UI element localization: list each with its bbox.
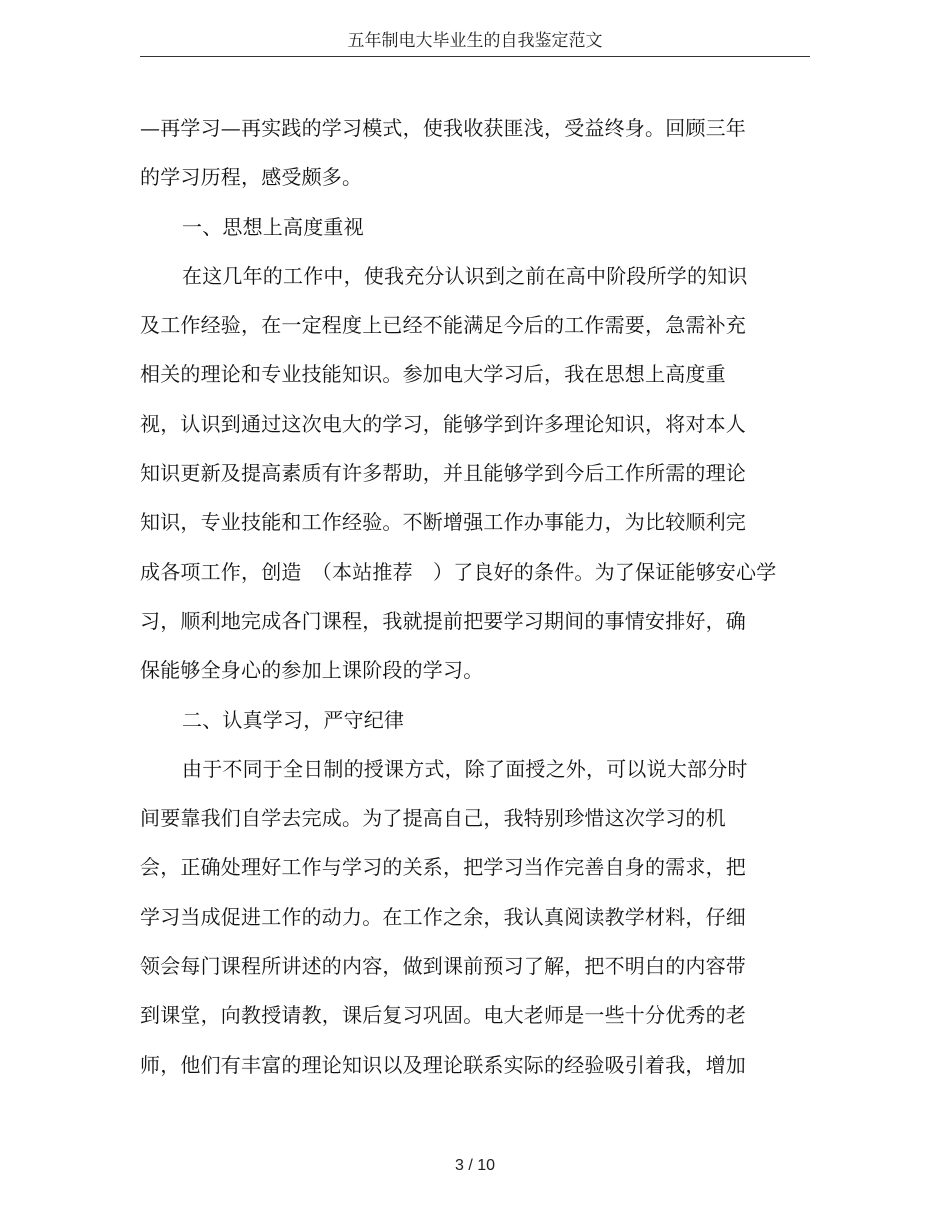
page-number: 3 / 10 [454, 1157, 496, 1174]
body-line: 师，他们有丰富的理论知识以及理论联系实际的经验吸引着我，增加 [140, 1052, 746, 1077]
body-line: 及工作经验，在一定程度上已经不能满足今后的工作需要，急需补充 [140, 313, 746, 338]
body-line: 成各项工作，创造 （本站推荐 ）了良好的条件。为了保证能够安心学 [140, 559, 777, 584]
document-body [140, 104, 780, 1090]
body-line: —再学习—再实践的学习模式，使我收获匪浅，受益终身。回顾三年 [140, 116, 746, 140]
body-line: 由于不同于全日制的授课方式，除了面授之外，可以说大部分时 [182, 756, 748, 781]
body-line: 到课堂，向教授请教，课后复习巩固。电大老师是一些十分优秀的老 [140, 1003, 746, 1028]
body-line: 知识，专业技能和工作经验。不断增强工作办事能力，为比较顺利完 [140, 510, 746, 535]
body-line: 视，认识到通过这次电大的学习，能够学到许多理论知识，将对本人 [140, 411, 746, 436]
body-line: 知识更新及提高素质有许多帮助，并且能够学到今后工作所需的理论 [140, 461, 746, 486]
body-line: 领会每门课程所讲述的内容，做到课前预习了解，把不明白的内容带 [140, 954, 746, 979]
body-line: 在这几年的工作中，使我充分认识到之前在高中阶段所学的知识 [182, 263, 748, 288]
body-line: 习，顺利地完成各门课程，我就提前把要学习期间的事情安排好，确 [140, 608, 746, 633]
body-line: 会，正确处理好工作与学习的关系，把学习当作完善自身的需求，把 [140, 855, 746, 880]
section-heading-2: 二、认真学习，严守纪律 [182, 707, 405, 732]
body-line: 的学习历程，感受颇多。 [140, 165, 363, 190]
section-heading-1: 一、思想上高度重视 [182, 214, 364, 239]
header-divider [140, 56, 810, 57]
body-line: 学习当成促进工作的动力。在工作之余，我认真阅读教学材料，仔细 [140, 904, 746, 929]
body-line: 间要靠我们自学去完成。为了提高自己，我特别珍惜这次学习的机 [140, 806, 726, 831]
body-line: 保能够全身心的参加上课阶段的学习。 [140, 658, 484, 683]
page-header-title: 五年制电大毕业生的自我鉴定范文 [347, 31, 603, 51]
body-line: 相关的理论和专业技能知识。参加电大学习后，我在思想上高度重 [140, 362, 726, 387]
